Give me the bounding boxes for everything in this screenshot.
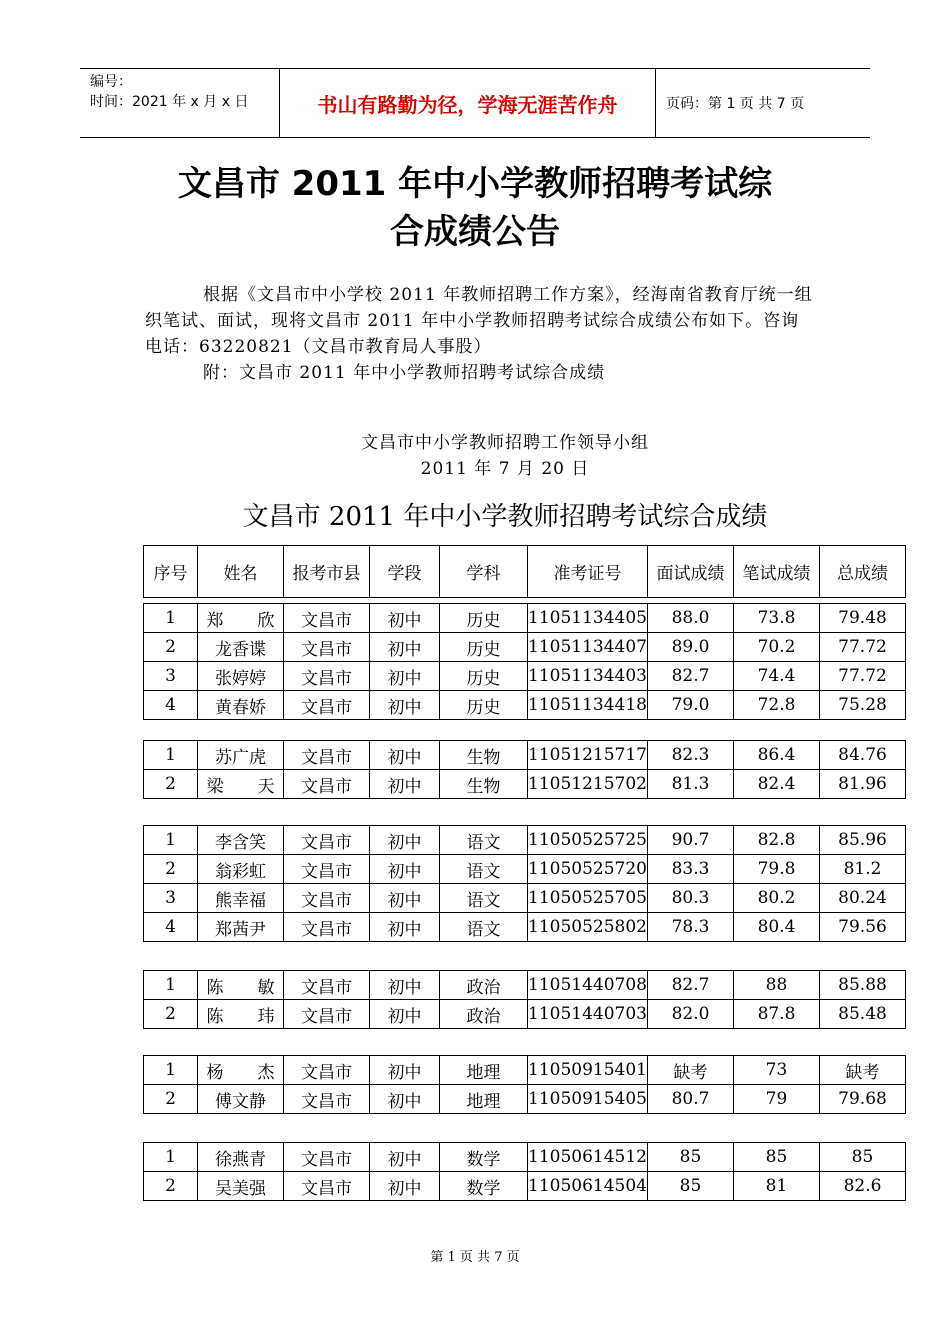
cell-subject: 数学 — [440, 1143, 528, 1172]
cell-city: 文昌市 — [284, 770, 370, 799]
cell-total-score: 79.68 — [820, 1085, 906, 1114]
cell-stage: 初中 — [370, 1085, 440, 1114]
cell-name: 郑茜尹 — [198, 913, 284, 942]
cell-seq: 1 — [144, 604, 198, 633]
cell-subject: 地理 — [440, 1056, 528, 1085]
cell-stage: 初中 — [370, 1000, 440, 1029]
cell-interview-score: 82.7 — [648, 971, 734, 1000]
cell-seq: 1 — [144, 1056, 198, 1085]
cell-seq: 2 — [144, 1000, 198, 1029]
cell-stage: 初中 — [370, 826, 440, 855]
cell-name: 郑 欣 — [198, 604, 284, 633]
cell-stage: 初中 — [370, 1143, 440, 1172]
cell-subject: 语文 — [440, 913, 528, 942]
cell-interview-score: 85 — [648, 1172, 734, 1201]
cell-exam-id: 11050525705 — [528, 884, 648, 913]
announcement-paragraph: 根据《文昌市中小学校 2011 年教师招聘工作方案》，经海南省教育厅统一组织笔试、面试，现将文昌市 2011 年中小学教师招聘考试综合成绩公布如下。咨询电话：63220821（文昌市教育局人事股） — [145, 285, 813, 357]
cell-name: 翁彩虹 — [198, 855, 284, 884]
cell-seq: 4 — [144, 913, 198, 942]
page-label: 页码：第 1 页 共 7 页 — [666, 96, 805, 112]
cell-total-score: 85.96 — [820, 826, 906, 855]
results-table — [143, 970, 906, 1029]
cell-name: 龙香谍 — [198, 633, 284, 662]
cell-subject: 历史 — [440, 633, 528, 662]
cell-written-score: 81 — [734, 1172, 820, 1201]
cell-city: 文昌市 — [284, 1172, 370, 1201]
title-line-2: 合成绩公告 — [390, 212, 560, 252]
cell-total-score: 75.28 — [820, 691, 906, 720]
cell-subject: 历史 — [440, 662, 528, 691]
table-row — [144, 1085, 906, 1114]
cell-name: 李含笑 — [198, 826, 284, 855]
table-row — [144, 741, 906, 770]
cell-seq: 2 — [144, 1085, 198, 1114]
cell-interview-score: 79.0 — [648, 691, 734, 720]
cell-stage: 初中 — [370, 855, 440, 884]
cell-written-score: 82.4 — [734, 770, 820, 799]
cell-stage: 初中 — [370, 1056, 440, 1085]
document-title — [80, 160, 870, 256]
cell-total-score: 缺考 — [820, 1056, 906, 1085]
cell-subject: 历史 — [440, 691, 528, 720]
cell-name: 傅文静 — [198, 1085, 284, 1114]
announcement-body — [145, 282, 815, 386]
cell-name: 黄春娇 — [198, 691, 284, 720]
cell-name: 苏广虎 — [198, 741, 284, 770]
cell-interview-score: 81.3 — [648, 770, 734, 799]
cell-city: 文昌市 — [284, 855, 370, 884]
cell-exam-id: 11050525720 — [528, 855, 648, 884]
cell-seq: 3 — [144, 884, 198, 913]
cell-interview-score: 89.0 — [648, 633, 734, 662]
column-header-seq: 序号 — [144, 546, 198, 598]
cell-stage: 初中 — [370, 1172, 440, 1201]
cell-total-score: 79.48 — [820, 604, 906, 633]
cell-seq: 3 — [144, 662, 198, 691]
cell-total-score: 85 — [820, 1143, 906, 1172]
results-table — [143, 1055, 906, 1114]
cell-interview-score: 82.7 — [648, 662, 734, 691]
column-header-interview-score: 面试成绩 — [648, 546, 734, 598]
cell-stage: 初中 — [370, 884, 440, 913]
column-header-subject: 学科 — [440, 546, 528, 598]
cell-written-score: 80.4 — [734, 913, 820, 942]
cell-subject: 政治 — [440, 1000, 528, 1029]
cell-city: 文昌市 — [284, 971, 370, 1000]
cell-interview-score: 82.3 — [648, 741, 734, 770]
cell-exam-id: 11051134407 — [528, 633, 648, 662]
cell-total-score: 82.6 — [820, 1172, 906, 1201]
cell-exam-id: 11051215717 — [528, 741, 648, 770]
table-title: 文昌市 2011 年中小学教师招聘考试综合成绩 — [242, 502, 768, 532]
cell-city: 文昌市 — [284, 884, 370, 913]
cell-total-score: 77.72 — [820, 633, 906, 662]
signature-date: 2011 年 7 月 20 日 — [420, 459, 590, 479]
cell-subject: 语文 — [440, 826, 528, 855]
table-row — [144, 884, 906, 913]
cell-seq: 2 — [144, 770, 198, 799]
cell-written-score: 80.2 — [734, 884, 820, 913]
cell-exam-id: 11050614504 — [528, 1172, 648, 1201]
table-row — [144, 913, 906, 942]
cell-total-score: 79.56 — [820, 913, 906, 942]
table-row — [144, 1056, 906, 1085]
cell-stage: 初中 — [370, 691, 440, 720]
cell-subject: 生物 — [440, 741, 528, 770]
cell-city: 文昌市 — [284, 1056, 370, 1085]
time-label: 时间：2021 年 x 月 x 日 — [90, 94, 249, 110]
header-meta — [80, 69, 280, 137]
cell-written-score: 86.4 — [734, 741, 820, 770]
cell-seq: 2 — [144, 1172, 198, 1201]
table-row — [144, 855, 906, 884]
cell-exam-id: 11051134403 — [528, 662, 648, 691]
signature-org: 文昌市中小学教师招聘工作领导小组 — [361, 433, 649, 453]
cell-subject: 语文 — [440, 884, 528, 913]
cell-seq: 4 — [144, 691, 198, 720]
cell-interview-score: 82.0 — [648, 1000, 734, 1029]
cell-name: 杨 杰 — [198, 1056, 284, 1085]
code-label: 编号： — [90, 74, 132, 90]
cell-subject: 语文 — [440, 855, 528, 884]
cell-city: 文昌市 — [284, 826, 370, 855]
cell-written-score: 79 — [734, 1085, 820, 1114]
cell-city: 文昌市 — [284, 913, 370, 942]
page-header — [80, 68, 870, 138]
cell-name: 梁 天 — [198, 770, 284, 799]
cell-total-score: 77.72 — [820, 662, 906, 691]
cell-city: 文昌市 — [284, 1000, 370, 1029]
cell-city: 文昌市 — [284, 691, 370, 720]
cell-total-score: 81.96 — [820, 770, 906, 799]
cell-exam-id: 11050915405 — [528, 1085, 648, 1114]
results-table — [143, 825, 906, 942]
cell-stage: 初中 — [370, 971, 440, 1000]
cell-city: 文昌市 — [284, 741, 370, 770]
cell-seq: 2 — [144, 855, 198, 884]
cell-stage: 初中 — [370, 741, 440, 770]
title-line-1: 文昌市 2011 年中小学教师招聘考试综 — [177, 164, 773, 204]
cell-exam-id: 11050614512 — [528, 1143, 648, 1172]
cell-total-score: 84.76 — [820, 741, 906, 770]
table-row — [144, 691, 906, 720]
attachment-note: 附：文昌市 2011 年中小学教师招聘考试综合成绩 — [203, 363, 606, 383]
table-row — [144, 826, 906, 855]
cell-interview-score: 缺考 — [648, 1056, 734, 1085]
cell-seq: 1 — [144, 826, 198, 855]
table-row — [144, 604, 906, 633]
cell-city: 文昌市 — [284, 633, 370, 662]
results-table — [143, 545, 906, 720]
cell-seq: 1 — [144, 741, 198, 770]
cell-written-score: 72.8 — [734, 691, 820, 720]
table-header-row — [144, 546, 906, 598]
column-header-stage: 学段 — [370, 546, 440, 598]
cell-name: 徐燕青 — [198, 1143, 284, 1172]
cell-seq: 1 — [144, 971, 198, 1000]
cell-written-score: 87.8 — [734, 1000, 820, 1029]
cell-interview-score: 80.7 — [648, 1085, 734, 1114]
cell-written-score: 73.8 — [734, 604, 820, 633]
cell-interview-score: 90.7 — [648, 826, 734, 855]
column-header-exam-id: 准考证号 — [528, 546, 648, 598]
cell-stage: 初中 — [370, 633, 440, 662]
cell-subject: 政治 — [440, 971, 528, 1000]
cell-total-score: 80.24 — [820, 884, 906, 913]
cell-written-score: 85 — [734, 1143, 820, 1172]
motto: 书山有路勤为径，学海无涯苦作舟 — [280, 69, 656, 137]
cell-total-score: 85.88 — [820, 971, 906, 1000]
cell-total-score: 81.2 — [820, 855, 906, 884]
cell-exam-id: 11051215702 — [528, 770, 648, 799]
page-footer: 第 1 页 共 7 页 — [430, 1250, 520, 1265]
cell-subject: 历史 — [440, 604, 528, 633]
cell-interview-score: 88.0 — [648, 604, 734, 633]
table-row — [144, 1172, 906, 1201]
results-table — [143, 740, 906, 799]
table-row — [144, 971, 906, 1000]
cell-stage: 初中 — [370, 662, 440, 691]
cell-subject: 数学 — [440, 1172, 528, 1201]
table-row — [144, 1000, 906, 1029]
cell-interview-score: 78.3 — [648, 913, 734, 942]
cell-exam-id: 11050525802 — [528, 913, 648, 942]
cell-interview-score: 83.3 — [648, 855, 734, 884]
cell-interview-score: 80.3 — [648, 884, 734, 913]
cell-stage: 初中 — [370, 604, 440, 633]
cell-written-score: 70.2 — [734, 633, 820, 662]
table-row — [144, 770, 906, 799]
cell-written-score: 82.8 — [734, 826, 820, 855]
cell-name: 陈 敏 — [198, 971, 284, 1000]
cell-name: 张婷婷 — [198, 662, 284, 691]
cell-exam-id: 11050525725 — [528, 826, 648, 855]
column-header-total-score: 总成绩 — [820, 546, 906, 598]
cell-exam-id: 11051134418 — [528, 691, 648, 720]
results-table — [143, 1142, 906, 1201]
cell-total-score: 85.48 — [820, 1000, 906, 1029]
column-header-written-score: 笔试成绩 — [734, 546, 820, 598]
table-row — [144, 662, 906, 691]
cell-written-score: 79.8 — [734, 855, 820, 884]
column-header-city: 报考市县 — [284, 546, 370, 598]
table-row — [144, 633, 906, 662]
column-header-name: 姓名 — [198, 546, 284, 598]
cell-name: 吴美强 — [198, 1172, 284, 1201]
cell-city: 文昌市 — [284, 662, 370, 691]
cell-stage: 初中 — [370, 770, 440, 799]
cell-written-score: 74.4 — [734, 662, 820, 691]
cell-written-score: 73 — [734, 1056, 820, 1085]
table-row — [144, 1143, 906, 1172]
cell-interview-score: 85 — [648, 1143, 734, 1172]
cell-city: 文昌市 — [284, 1143, 370, 1172]
cell-seq: 2 — [144, 633, 198, 662]
cell-exam-id: 11051440708 — [528, 971, 648, 1000]
cell-exam-id: 11050915401 — [528, 1056, 648, 1085]
cell-written-score: 88 — [734, 971, 820, 1000]
cell-name: 陈 玮 — [198, 1000, 284, 1029]
cell-exam-id: 11051134405 — [528, 604, 648, 633]
cell-name: 熊幸福 — [198, 884, 284, 913]
cell-subject: 生物 — [440, 770, 528, 799]
cell-city: 文昌市 — [284, 604, 370, 633]
cell-exam-id: 11051440703 — [528, 1000, 648, 1029]
cell-city: 文昌市 — [284, 1085, 370, 1114]
cell-subject: 地理 — [440, 1085, 528, 1114]
cell-seq: 1 — [144, 1143, 198, 1172]
cell-stage: 初中 — [370, 913, 440, 942]
